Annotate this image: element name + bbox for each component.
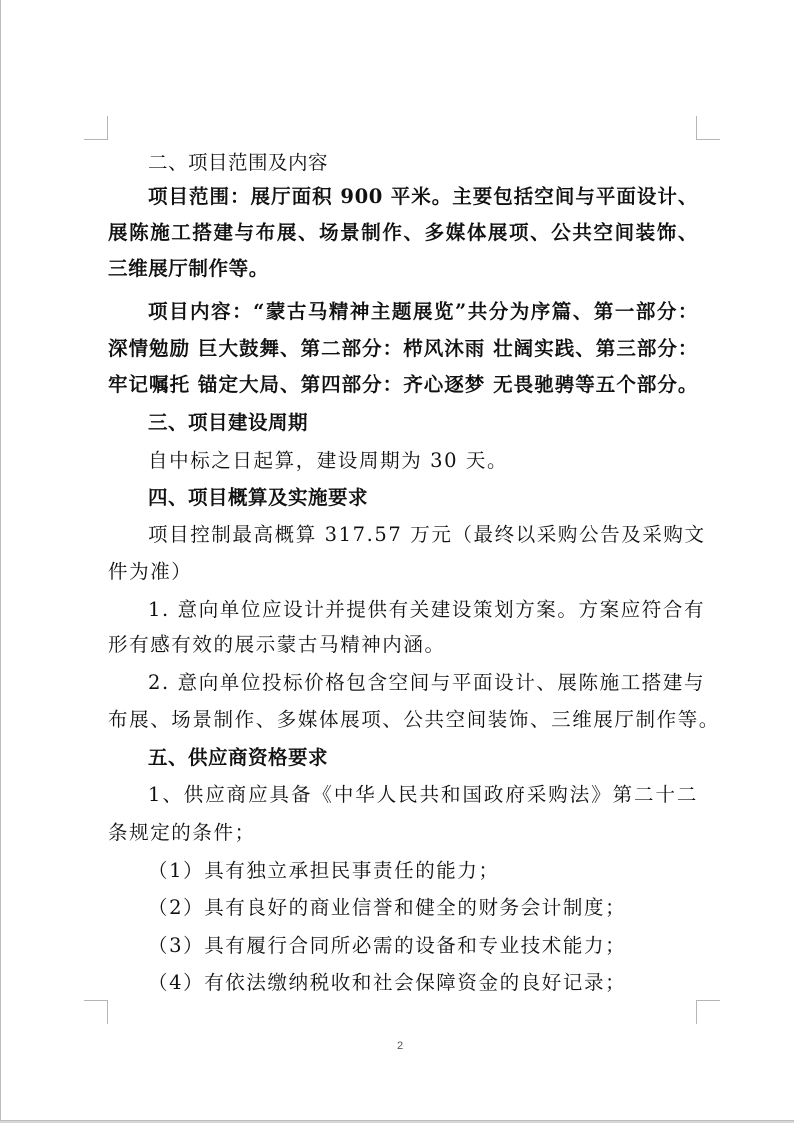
list-item: （2）具有良好的商业信誉和健全的财务会计制度； bbox=[148, 896, 627, 919]
paragraph-line: 件为准） bbox=[108, 560, 193, 583]
section-heading-scope: 二、项目范围及内容 bbox=[148, 151, 329, 174]
paragraph-line: 1、供应商应具备《中华人民共和国政府采购法》第二十二 bbox=[148, 783, 698, 806]
margin-corner-mark-bottom-right bbox=[696, 1000, 720, 1024]
section-heading-budget: 四、项目概算及实施要求 bbox=[148, 486, 369, 509]
paragraph-line: 展陈施工搭建与布展、场景制作、多媒体展项、公共空间装饰、 bbox=[108, 221, 698, 244]
section-heading-supplier-qualifications: 五、供应商资格要求 bbox=[148, 746, 329, 769]
paragraph-line: 深情勉励 巨大鼓舞、第二部分：栉风沐雨 壮阔实践、第三部分： bbox=[108, 337, 698, 360]
page-number: 2 bbox=[396, 1040, 404, 1052]
list-item: （3）具有履行合同所必需的设备和专业技术能力； bbox=[148, 934, 627, 957]
paragraph-line: 牢记嘱托 锚定大局、第四部分：齐心逐梦 无畏驰骋等五个部分。 bbox=[108, 373, 698, 396]
paragraph-line: 项目范围：展厅面积 900 平米。主要包括空间与平面设计、 bbox=[148, 185, 698, 208]
paragraph-line: 2. 意向单位投标价格包含空间与平面设计、展陈施工搭建与 bbox=[148, 671, 706, 694]
margin-corner-mark-top-right bbox=[696, 116, 720, 140]
paragraph-line: 条规定的条件； bbox=[108, 821, 256, 844]
paragraph-line: 1. 意向单位应设计并提供有关建设策划方案。方案应符合有 bbox=[148, 598, 706, 621]
paragraph-line: 项目控制最高概算 317.57 万元（最终以采购公告及采购文 bbox=[148, 523, 706, 546]
list-item: （4）有依法缴纳税收和社会保障资金的良好记录； bbox=[148, 971, 627, 994]
paragraph-line: 三维展厅制作等。 bbox=[108, 257, 269, 280]
margin-corner-mark-bottom-left bbox=[84, 1000, 108, 1024]
paragraph-line: 自中标之日起算，建设周期为 30 天。 bbox=[148, 449, 509, 472]
section-heading-construction-period: 三、项目建设周期 bbox=[148, 411, 309, 434]
margin-corner-mark-top-left bbox=[84, 116, 108, 140]
paragraph-line: 布展、场景制作、多媒体展项、公共空间装饰、三维展厅制作等。 bbox=[108, 708, 720, 731]
paragraph-line: 形有感有效的展示蒙古马精神内涵。 bbox=[108, 633, 446, 656]
paragraph-line: 项目内容：“蒙古马精神主题展览”共分为序篇、第一部分： bbox=[148, 300, 698, 323]
list-item: （1）具有独立承担民事责任的能力； bbox=[148, 859, 500, 882]
